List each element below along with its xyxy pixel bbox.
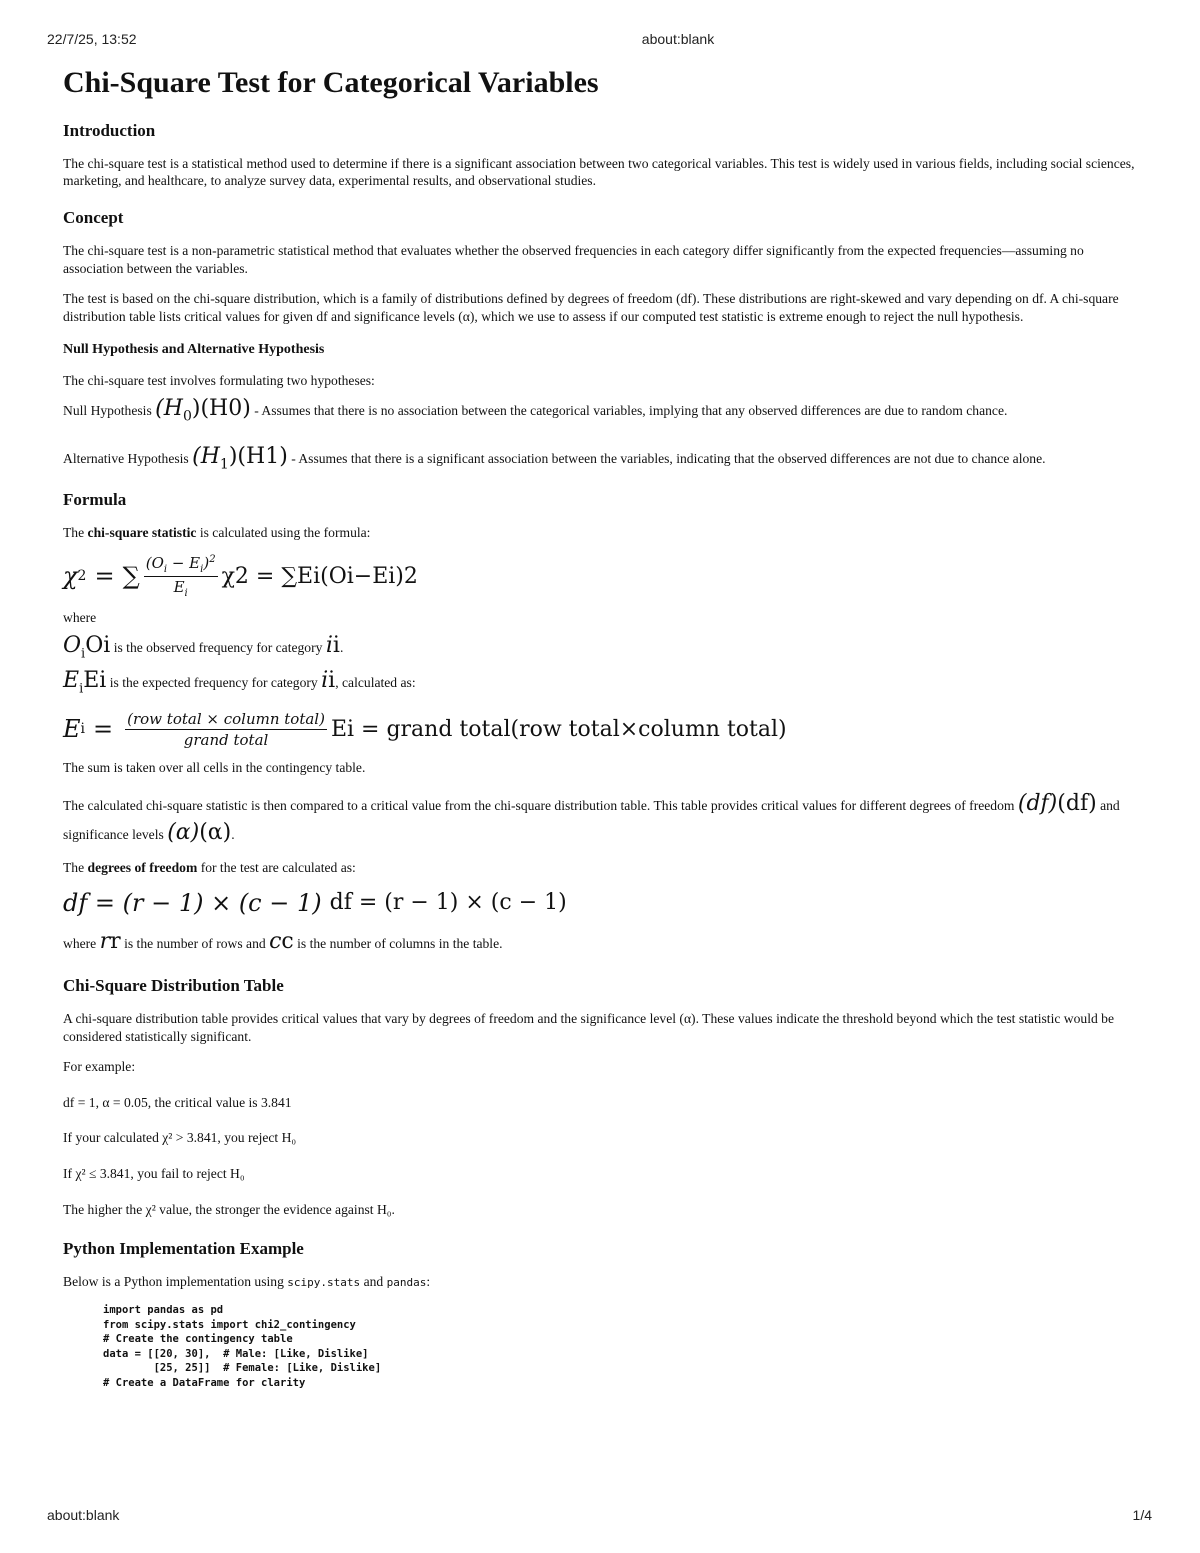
lib-pandas: pandas bbox=[386, 1276, 427, 1290]
chi-square-formula: χ 2 = ∑ $\frac{(O_i - E_i)^2}{E_i}$ χ2 = ∑Ei(Oi−Ei)2 bbox=[63, 553, 418, 599]
degrees-of-freedom-term: degrees of freedom bbox=[87, 859, 198, 875]
alt-math: $(H_1)(H1)$ bbox=[192, 443, 288, 473]
lib-scipy-stats: scipy.stats bbox=[287, 1276, 361, 1290]
table-paragraph-2: For example: bbox=[63, 1058, 136, 1074]
code-line: # Create a DataFrame for clarity bbox=[103, 1376, 306, 1389]
table-paragraph-3: df = 1, α = 0.05, the critical value is 3.841 bbox=[63, 1094, 292, 1110]
null-math: $(H_0)(H0)$ bbox=[155, 396, 251, 425]
heading-introduction: Introduction bbox=[63, 120, 156, 140]
table-paragraph-5: If χ² ≤ 3.841, you fail to reject H₀ bbox=[63, 1166, 245, 1182]
table-paragraph-1: A chi-square distribution table provides critical values that vary by degrees of freedom and the significance level (α). These values indicate the threshold beyond which the test statistic would be considered statistically significant. bbox=[63, 1010, 1114, 1044]
page-number: 1/4 bbox=[1132, 1507, 1152, 1523]
formula-lead: The chi-square statistic is calculated using the formula: bbox=[63, 524, 371, 540]
ei-definition: $E_iEi$ is the expected frequency for category ii, calculated as: bbox=[63, 668, 416, 697]
code-line: import pandas as pd bbox=[103, 1304, 224, 1317]
code-line: # Create the contingency table bbox=[103, 1333, 293, 1346]
null-label: Null Hypothesis bbox=[63, 403, 152, 419]
code-line: from scipy.stats import chi2_contingency bbox=[103, 1318, 356, 1331]
compare-paragraph: The calculated chi-square statistic is then compared to a critical value from the chi-square distribution table. This table provides critical values for different degrees of freedom (df)(df) and significance levels (α)(α). bbox=[63, 790, 1120, 845]
hypotheses-intro: The chi-square test involves formulating two hypotheses: bbox=[63, 373, 375, 389]
concept-paragraph-2: The test is based on the chi-square distribution, which is a family of distributions defined by degrees of freedom (df). These distributions are right-skewed and vary depending on df. A chi-square distribution table lists critical values for given df and significance levels (α), which we use to assess if our computed test statistic is extreme enough to reject the null hypothesis. bbox=[63, 291, 1119, 325]
heading-python: Python Implementation Example bbox=[63, 1239, 304, 1259]
intro-paragraph: The chi-square test is a statistical method used to determine if there is a significant association between two categorical variables. This test is widely used in various fields, including social sciences, marketing, and healthcare, to analyze survey data, experimental results, and observational studies. bbox=[63, 155, 1135, 189]
expected-frequency-formula: E i = $\frac{\text{(row total × column total)}}{\text{grand total}}$ Ei = grand total(row total×column total) bbox=[63, 709, 787, 749]
python-lead: Below is a Python implementation using scipy.stats and pandas: bbox=[63, 1274, 431, 1290]
code-line: data = [[20, 30], # Male: [Like, Dislike] bbox=[103, 1347, 369, 1360]
chi-square-statistic-term: chi-square statistic bbox=[87, 524, 197, 540]
null-text: - Assumes that there is no association between the categorical variables, implying that any observed differences are due to random chance. bbox=[254, 403, 1008, 419]
heading-concept: Concept bbox=[63, 208, 124, 228]
concept-paragraph-1: The chi-square test is a non-parametric statistical method that evaluates whether the observed frequencies in each category differ significantly from the expected frequencies—assuming no association between the variables. bbox=[63, 243, 1084, 277]
null-hypothesis bbox=[63, 394, 1138, 426]
heading-hypotheses: Null Hypothesis and Alternative Hypothesis bbox=[63, 342, 325, 358]
dof-lead: The degrees of freedom for the test are calculated as: bbox=[63, 859, 356, 875]
degrees-of-freedom-formula: df = (r − 1) × (c − 1) df = (r − 1) × (c − 1) bbox=[63, 888, 567, 917]
page-title: Chi-Square Test for Categorical Variables bbox=[63, 66, 599, 99]
alt-text: - Assumes that there is a significant association between the variables, indicating that the observed differences are not due to chance alone. bbox=[291, 450, 1046, 466]
table-paragraph-4: If your calculated χ² > 3.841, you reject H₀ bbox=[63, 1130, 297, 1146]
oi-definition: $O_iOi$ is the observed frequency for category ii. bbox=[63, 632, 344, 662]
footer-url: about:blank bbox=[47, 1507, 120, 1523]
print-datetime: 22/7/25, 13:52 bbox=[47, 31, 137, 47]
sum-note: The sum is taken over all cells in the contingency table. bbox=[63, 759, 366, 775]
heading-distribution-table: Chi-Square Distribution Table bbox=[63, 975, 284, 995]
print-url: about:blank bbox=[641, 31, 715, 47]
alt-hypothesis bbox=[63, 442, 1138, 474]
heading-formula: Formula bbox=[63, 489, 127, 509]
document-body bbox=[63, 60, 1138, 1390]
code-line: [25, 25]] # Female: [Like, Dislike] bbox=[103, 1362, 382, 1375]
code-block bbox=[103, 1303, 1138, 1390]
where-label: where bbox=[63, 609, 97, 625]
alt-label: Alternative Hypothesis bbox=[63, 450, 189, 466]
table-paragraph-6: The higher the χ² value, the stronger the evidence against H₀. bbox=[63, 1202, 395, 1218]
rc-definition: where rr is the number of rows and cc is the number of columns in the table. bbox=[63, 928, 503, 954]
